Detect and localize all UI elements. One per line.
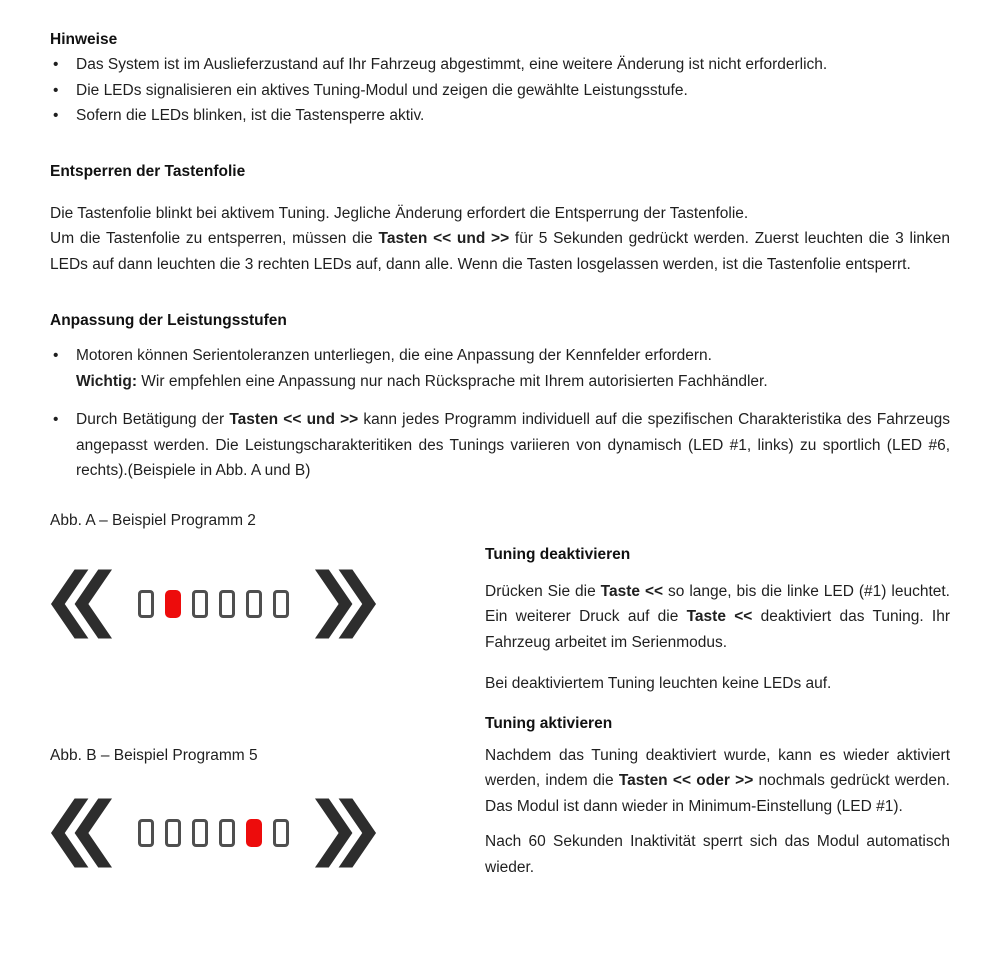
deakt-p1-mid: so lange, bis die linke LED (#1) leuchtet. Ein weiterer Druck auf die xyxy=(485,582,950,625)
anpassung-b1-rest: Wir empfehlen eine Anpassung nur nach Rücksprache mit Ihrem autorisierten Fachhändler. xyxy=(137,372,768,390)
led-3 xyxy=(192,819,208,847)
hinweise-list xyxy=(50,52,950,129)
led-strip-b xyxy=(138,819,289,847)
akt-p1-post: nochmals gedrückt werden. Das Modul ist dann wieder in Minimum-Einstellung (LED #1). xyxy=(485,772,950,815)
anpassung-b1-line1: Motoren können Serientoleranzen unterliegen, die eine Anpassung der Kennfelder erfordern. xyxy=(76,347,712,364)
tuning-deaktivieren-paragraph-1 xyxy=(485,579,950,656)
led-1 xyxy=(138,590,154,618)
led-4 xyxy=(219,819,235,847)
figures-column xyxy=(50,508,485,881)
entsperren-p2-bold: Tasten << und >> xyxy=(378,230,510,247)
section-entsperren xyxy=(50,159,950,278)
anpassung-b2-bold: Tasten << und >> xyxy=(229,411,359,428)
list-item-anpassung-2 xyxy=(50,407,950,484)
anpassung-b1-bold: Wichtig: xyxy=(76,372,137,390)
figure-a-led-display xyxy=(50,569,485,639)
list-item-hinweis-2: • Die LEDs signalisieren ein aktives Tuning-Modul und zeigen die gewählte Leistungsstufe. xyxy=(50,78,950,104)
double-chevron-right-icon xyxy=(314,569,377,639)
deakt-p1-bold1: Taste << xyxy=(600,582,664,600)
deakt-p1-post: deaktiviert das Tuning. Ihr Fahrzeug arbeitet im Serienmodus. xyxy=(485,608,950,651)
led-6 xyxy=(273,819,289,847)
led-6 xyxy=(273,590,289,618)
led-1 xyxy=(138,819,154,847)
list-item-hinweis-3: • Sofern die LEDs blinken, ist die Tastensperre aktiv. xyxy=(50,103,950,129)
section-title-tuning-deaktivieren: Tuning deaktivieren xyxy=(485,545,631,563)
section-hinweise xyxy=(50,27,950,129)
led-2-active xyxy=(165,590,181,618)
anpassung-b2-post: kann jedes Programm individuell auf die spezifischen Charakteristika des Fahrzeugs angepasst werden. Die Leistungscharakteritiken des Tunings variieren von dynamisch (LED #1, links) zu sportlich (LED #6, rechts).(Beispiele in Abb. A und B) xyxy=(76,411,950,479)
entsperren-p2-pre: Um die Tastenfolie zu entsperren, müssen die xyxy=(50,230,379,247)
entsperren-paragraph xyxy=(50,201,950,278)
double-chevron-left-icon xyxy=(50,798,113,868)
led-3 xyxy=(192,590,208,618)
section-title-hinweise: Hinweise xyxy=(50,31,118,48)
anpassung-b2-pre: Durch Betätigung der xyxy=(76,411,230,428)
led-strip-a xyxy=(138,590,289,618)
led-4 xyxy=(219,590,235,618)
figure-area xyxy=(50,508,950,881)
instructions-column xyxy=(485,542,950,881)
akt-p1-pre: Nachdem das Tuning deaktiviert wurde, kann es wieder aktiviert werden, indem die xyxy=(485,746,950,789)
led-5-active xyxy=(246,819,262,847)
led-5 xyxy=(246,590,262,618)
entsperren-p2-post: für 5 Sekunden gedrückt werden. Zuerst leuchten die 3 linken LEDs auf dann leuchten die 3 rechten LEDs auf, dann alle. Wenn die Tasten losgelassen werden, ist die Tastenfolie entsperrt. xyxy=(50,230,950,273)
section-anpassung xyxy=(50,308,950,484)
deakt-p1-bold2: Taste << xyxy=(686,608,753,625)
section-title-tuning-aktivieren: Tuning aktivieren xyxy=(485,714,613,732)
deakt-p1-pre: Drücken Sie die xyxy=(485,582,601,600)
figure-b-led-display xyxy=(50,798,485,868)
entsperren-line1: Die Tastenfolie blinkt bei aktivem Tuning. Jegliche Änderung erfordert die Entsperrung der Tastenfolie. xyxy=(50,204,749,222)
section-title-entsperren: Entsperren der Tastenfolie xyxy=(50,162,246,180)
double-chevron-left-icon xyxy=(50,569,113,639)
section-title-anpassung: Anpassung der Leistungsstufen xyxy=(50,312,287,329)
anpassung-list xyxy=(50,343,950,484)
double-chevron-right-icon xyxy=(314,798,377,868)
led-2 xyxy=(165,819,181,847)
tuning-deaktivieren-paragraph-2: Bei deaktiviertem Tuning leuchten keine LEDs auf. xyxy=(485,675,832,692)
figure-b-label: Abb. B – Beispiel Programm 5 xyxy=(50,746,258,764)
tuning-aktivieren-paragraph-1 xyxy=(485,743,950,820)
figure-a-label: Abb. A – Beispiel Programm 2 xyxy=(50,511,256,529)
tuning-aktivieren-paragraph-2: Nach 60 Sekunden Inaktivität sperrt sich das Modul automatisch wieder. xyxy=(485,833,950,876)
akt-p1-bold: Tasten << oder >> xyxy=(618,772,754,789)
list-item-hinweis-1: • Das System ist im Auslieferzustand auf Ihr Fahrzeug abgestimmt, eine weitere Änderung ist nicht erforderlich. xyxy=(50,52,950,78)
list-item-anpassung-1 xyxy=(50,343,950,394)
